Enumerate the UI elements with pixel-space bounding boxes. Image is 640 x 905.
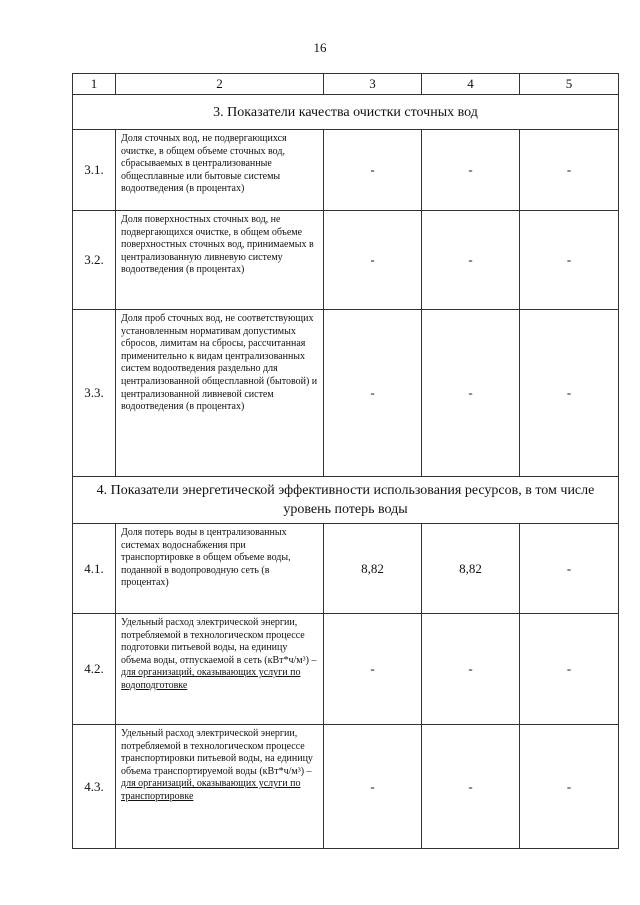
value-col3: - bbox=[324, 211, 422, 310]
column-number: 3 bbox=[324, 74, 422, 95]
table-row bbox=[73, 524, 619, 614]
value-col3: - bbox=[324, 614, 422, 725]
row-number: 3.2. bbox=[73, 211, 116, 310]
column-number-row bbox=[73, 74, 619, 95]
table-row bbox=[73, 725, 619, 849]
value-col4: - bbox=[422, 211, 520, 310]
value-col5: - bbox=[520, 614, 619, 725]
section-row bbox=[73, 95, 619, 130]
row-number: 3.3. bbox=[73, 310, 116, 477]
row-number: 3.1. bbox=[73, 130, 116, 211]
row-description: Доля проб сточных вод, не соответствующих установленным нормативам допустимых сбросов, лимитам на сбросы, рассчитанная применительно к видам централизованных систем водоотведения раздельно для централизованной общесплавной (бытовой) и централизованной ливневой систем водоотведения (в процентах) bbox=[116, 310, 324, 477]
section-3-title: 3. Показатели качества очистки сточных вод bbox=[73, 95, 619, 130]
row-description: Доля потерь воды в централизованных системах водоснабжения при транспортировке в общем объеме воды, поданной в водопроводную сеть (в процентах) bbox=[116, 524, 324, 614]
value-col5: - bbox=[520, 211, 619, 310]
description-text: Удельный расход электрической энергии, потребляемой в технологическом процессе подготовки питьевой воды, на единицу объема воды, отпускаемой в сеть (кВт*ч/м³) – bbox=[121, 617, 317, 666]
column-number: 2 bbox=[116, 74, 324, 95]
row-description: Доля поверхностных сточных вод, не подвергающихся очистке, в общем объеме поверхностных сточных вод, принимаемых в централизованную ливневую систему водоотведения (в процентах) bbox=[116, 211, 324, 310]
value-col4: 8,82 bbox=[422, 524, 520, 614]
description-underlined: для организаций, оказывающих услуги по транспортировке bbox=[121, 778, 301, 802]
column-number: 5 bbox=[520, 74, 619, 95]
description-underlined: для организаций, оказывающих услуги по водоподготовке bbox=[121, 667, 301, 691]
value-col5: - bbox=[520, 130, 619, 211]
table-row bbox=[73, 310, 619, 477]
value-col3: - bbox=[324, 130, 422, 211]
indicators-table bbox=[72, 73, 619, 849]
value-col4: - bbox=[422, 310, 520, 477]
row-description: Доля сточных вод, не подвергающихся очистке, в общем объеме сточных вод, сбрасываемых в централизованные общесплавные или бытовые системы водоотведения (в процентах) bbox=[116, 130, 324, 211]
value-col5: - bbox=[520, 310, 619, 477]
row-number: 4.1. bbox=[73, 524, 116, 614]
section-4-title: 4. Показатели энергетической эффективности использования ресурсов, в том числе уровень потерь воды bbox=[73, 477, 619, 524]
table-row bbox=[73, 614, 619, 725]
value-col3: - bbox=[324, 725, 422, 849]
table-row bbox=[73, 211, 619, 310]
value-col5: - bbox=[520, 524, 619, 614]
value-col4: - bbox=[422, 130, 520, 211]
row-description bbox=[116, 614, 324, 725]
value-col3: - bbox=[324, 310, 422, 477]
page-number: 16 bbox=[313, 40, 327, 55]
row-number: 4.3. bbox=[73, 725, 116, 849]
table-row bbox=[73, 130, 619, 211]
description-text: Удельный расход электрической энергии, потребляемой в технологическом процессе транспортировки питьевой воды, на единицу объема транспортируемой воды (кВт*ч/м³) – bbox=[121, 728, 313, 777]
row-description bbox=[116, 725, 324, 849]
value-col5: - bbox=[520, 725, 619, 849]
section-row bbox=[73, 477, 619, 524]
column-number: 1 bbox=[73, 74, 116, 95]
value-col4: - bbox=[422, 614, 520, 725]
column-number: 4 bbox=[422, 74, 520, 95]
value-col3: 8,82 bbox=[324, 524, 422, 614]
value-col4: - bbox=[422, 725, 520, 849]
row-number: 4.2. bbox=[73, 614, 116, 725]
